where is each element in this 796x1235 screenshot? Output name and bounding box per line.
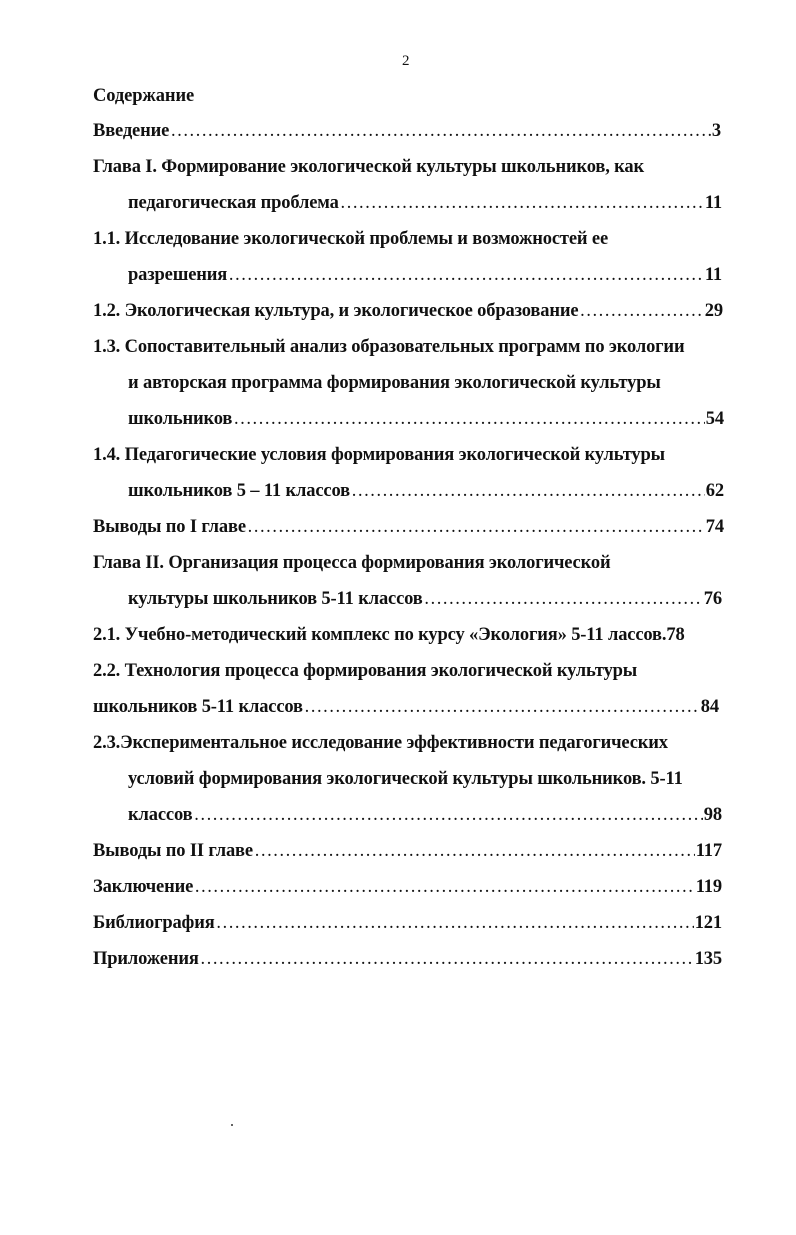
toc-entry-page: 98 (703, 805, 722, 825)
toc-entry-text: культуры школьников 5-11 классов (128, 589, 423, 609)
toc-entry-text: классов (128, 805, 193, 825)
toc-entry-conclusions-1[interactable] (93, 516, 724, 538)
toc-entry-1-4-cont[interactable] (128, 480, 724, 502)
dot-leader (194, 876, 695, 898)
toc-entry-text: 1.4. Педагогические условия формирования экологической культуры (93, 445, 665, 465)
toc-entry-page: 62 (705, 481, 724, 501)
toc-entry-page: 11 (704, 265, 722, 285)
toc-entry-2-1[interactable] (93, 624, 685, 646)
toc-entry-text: 1.1. Исследование экологической проблемы и возможностей ее (93, 229, 609, 249)
toc-entry-page: 119 (695, 877, 722, 897)
toc-entry-conclusions-2[interactable] (93, 840, 722, 862)
toc-entry-1-3[interactable] (93, 336, 684, 358)
toc-entry-introduction[interactable] (93, 120, 721, 142)
toc-entry-conclusion[interactable] (93, 876, 722, 898)
toc-entry-1-3-cont-2[interactable] (128, 408, 724, 430)
toc-entry-2-3[interactable] (93, 732, 668, 754)
toc-entry-page: 54 (705, 409, 724, 429)
toc-entry-1-1[interactable] (93, 228, 608, 250)
toc-entry-text: Глава II. Организация процесса формирования экологической (93, 553, 611, 573)
toc-entry-text: Введение (93, 121, 170, 141)
dot-leader (424, 588, 703, 610)
dot-leader (233, 408, 705, 430)
dot-leader (216, 912, 694, 934)
toc-title: Содержание (93, 86, 195, 106)
toc-entry-text: 2.2. Технология процесса формирования экологической культуры (93, 661, 638, 681)
toc-entry-1-2[interactable] (93, 300, 723, 322)
toc-entry-1-3-cont[interactable] (128, 372, 661, 394)
toc-entry-page: 84 (700, 697, 719, 717)
toc-entry-chapter-1-cont[interactable] (128, 192, 722, 214)
toc-entry-page: 29 (704, 301, 723, 321)
toc-entry-2-3-cont[interactable] (128, 768, 683, 790)
toc-entry-text: Приложения (93, 949, 199, 969)
toc-entry-text: педагогическая проблема (128, 193, 339, 213)
toc-entry-text: и авторская программа формирования экологической культуры (128, 373, 661, 393)
toc-entry-chapter-2-cont[interactable] (128, 588, 722, 610)
toc-entry-text: 2.3.Экспериментальное исследование эффективности педагогических (93, 733, 668, 753)
page-number: 2 (402, 53, 410, 69)
toc-entry-text: 1.2. Экологическая культура, и экологическое образование (93, 301, 579, 321)
dot-leader (254, 840, 695, 862)
toc-entry-text: условий формирования экологической культуры школьников. 5-11 (128, 769, 683, 789)
dot-leader (200, 948, 694, 970)
dot-leader (340, 192, 704, 214)
dot-leader (170, 120, 711, 142)
scan-speck (231, 1124, 233, 1126)
dot-leader (579, 300, 703, 322)
toc-entry-page: 74 (705, 517, 724, 537)
toc-entry-text: 2.1. Учебно-методический комплекс по курсу «Экология» 5-11 лассов.78 (93, 625, 685, 645)
toc-entry-2-2-cont[interactable] (93, 696, 719, 718)
toc-entry-page: 11 (704, 193, 722, 213)
dot-leader (304, 696, 700, 718)
toc-entry-text: школьников 5 – 11 классов (128, 481, 350, 501)
toc-entry-page: 76 (703, 589, 722, 609)
toc-entry-text: Выводы по II главе (93, 841, 253, 861)
dot-leader (351, 480, 705, 502)
toc-entry-2-3-cont-2[interactable] (128, 804, 722, 826)
toc-entry-chapter-2[interactable] (93, 552, 610, 574)
toc-entry-text: Библиография (93, 913, 215, 933)
toc-entry-chapter-1[interactable] (93, 156, 644, 178)
toc-entry-appendices[interactable] (93, 948, 722, 970)
toc-entry-page: 117 (695, 841, 722, 861)
toc-entry-text: Глава I. Формирование экологической культуры школьников, как (93, 157, 644, 177)
dot-leader (247, 516, 705, 538)
toc-entry-bibliography[interactable] (93, 912, 722, 934)
toc-entry-1-4[interactable] (93, 444, 665, 466)
toc-entry-page: 3 (711, 121, 721, 141)
dot-leader (193, 804, 702, 826)
toc-entry-text: Заключение (93, 877, 194, 897)
toc-entry-text: Выводы по I главе (93, 517, 246, 537)
dot-leader (228, 264, 704, 286)
toc-entry-1-1-cont[interactable] (128, 264, 722, 286)
toc-entry-text: школьников 5-11 классов (93, 697, 303, 717)
toc-entry-2-2[interactable] (93, 660, 637, 682)
toc-entry-page: 121 (694, 913, 722, 933)
toc-entry-text: 1.3. Сопоставительный анализ образовательных программ по экологии (93, 337, 685, 357)
toc-entry-text: разрешения (128, 265, 228, 285)
toc-entry-text: школьников (128, 409, 233, 429)
toc-entry-page: 135 (694, 949, 722, 969)
